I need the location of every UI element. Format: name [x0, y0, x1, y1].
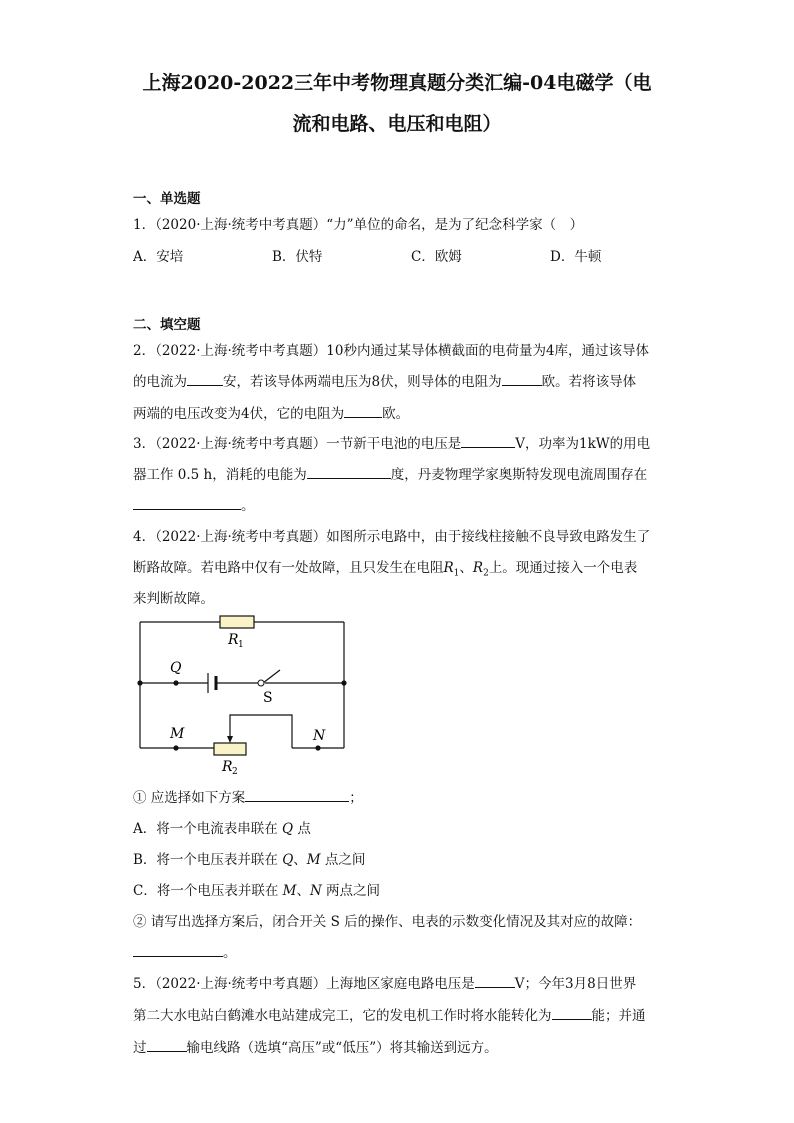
section-heading-single-choice: 一、单选题 — [133, 191, 201, 207]
section-heading-fill-blank: 二、填空题 — [133, 317, 201, 333]
answer-blank[interactable] — [461, 435, 515, 448]
answer-blank[interactable] — [307, 466, 391, 479]
answer-blank[interactable] — [245, 789, 349, 802]
question-4-option-c[interactable]: C．将一个电压表并联在 M、N 两点之间 — [133, 883, 381, 899]
label-n: N — [313, 728, 326, 744]
terminal-m-dot — [173, 745, 178, 750]
answer-blank[interactable] — [344, 405, 382, 418]
question-4-option-b[interactable]: B．将一个电压表并联在 Q、M 点之间 — [133, 852, 366, 868]
question-5-line-1: 5．（2022·上海·统考中考真题）上海地区家庭电路电压是 V；今年3月8日世界 — [133, 976, 637, 992]
label-r2: R — [222, 759, 233, 775]
question-4-line-3: 来判断故障。 — [133, 591, 214, 607]
junction-dot — [341, 680, 346, 685]
question-4-line-1: 4．（2022·上海·统考中考真题）如图所示电路中，由于接线柱接触不良导致电路发生了 — [133, 529, 651, 545]
document-title-line-1: 上海2020-2022三年中考物理真题分类汇编-04电磁学（电 — [142, 72, 652, 94]
document-title-line-2: 流和电路、电压和电阻） — [292, 113, 502, 135]
question-1-option-c[interactable]: C．欧姆 — [411, 249, 462, 265]
label-q: Q — [170, 660, 182, 676]
junction-dot — [137, 680, 142, 685]
question-1-option-b[interactable]: B．伏特 — [272, 249, 323, 265]
answer-blank[interactable] — [147, 1039, 187, 1052]
question-4-part-1: ① 应选择如下方案 ； — [133, 790, 363, 806]
switch-pivot-icon — [258, 680, 264, 686]
question-5-line-2: 第二大水电站白鹤滩水电站建成完工，它的发电机工作时将水能转化为 能；并通 — [133, 1008, 646, 1024]
rheostat-r2-icon — [214, 743, 246, 755]
question-4-part-2-answer: 。 — [133, 941, 237, 961]
answer-blank[interactable] — [133, 497, 241, 510]
label-s: S — [263, 690, 273, 706]
question-5-line-3: 过 输电线路（选填“高压”或“低压”）将其输送到远方。 — [133, 1040, 498, 1056]
question-4-part-2: ② 请写出选择方案后，闭合开关 S 后的操作、电表的示数变化情况及其对应的故障： — [133, 914, 642, 930]
answer-blank[interactable] — [552, 1007, 592, 1020]
resistor-r1-icon — [220, 616, 254, 628]
label-r1-sub: 1 — [238, 640, 244, 650]
terminal-n-dot — [315, 745, 320, 750]
label-r2-sub: 2 — [232, 767, 238, 777]
question-2-line-3: 两端的电压改变为4伏，它的电阻为 欧。 — [133, 406, 410, 422]
slider-arrow-icon — [227, 736, 233, 743]
question-1-text: 1．（2020·上海·统考中考真题）“力”单位的命名，是为了纪念科学家（ ） — [133, 217, 584, 233]
question-1-option-a[interactable]: A．安培 — [133, 249, 184, 265]
label-r1: R — [228, 632, 239, 648]
circuit-diagram — [130, 610, 360, 778]
question-4-option-a[interactable]: A．将一个电流表串联在 Q 点 — [133, 821, 311, 837]
question-1-option-d[interactable]: D．牛顿 — [550, 249, 602, 265]
answer-blank[interactable] — [475, 975, 515, 988]
terminal-q-dot — [173, 680, 178, 685]
question-3-line-1: 3．（2022·上海·统考中考真题）一节新干电池的电压是 V，功率为1kW的用电 — [133, 436, 651, 452]
question-3-line-3: 。 — [133, 494, 255, 514]
question-2-line-1: 2．（2022·上海·统考中考真题）10秒内通过某导体横截面的电荷量为4库，通过该导体 — [133, 343, 650, 359]
answer-blank[interactable] — [502, 373, 542, 386]
question-3-line-2: 器工作 0.5 h，消耗的电能为 度，丹麦物理学家奥斯特发现电流周围存在 — [133, 467, 648, 483]
question-4-line-2: 断路故障。若电路中仅有一处故障，且只发生在电阻$R_1$、$R_2$上。现通过接入一个电表 — [133, 560, 638, 579]
answer-blank[interactable] — [133, 944, 223, 957]
question-2-line-2: 的电流为 安，若该导体两端电压为8伏，则导体的电阻为 欧。若将该导体 — [133, 374, 637, 390]
answer-blank[interactable] — [187, 373, 223, 386]
label-m: M — [170, 726, 185, 742]
